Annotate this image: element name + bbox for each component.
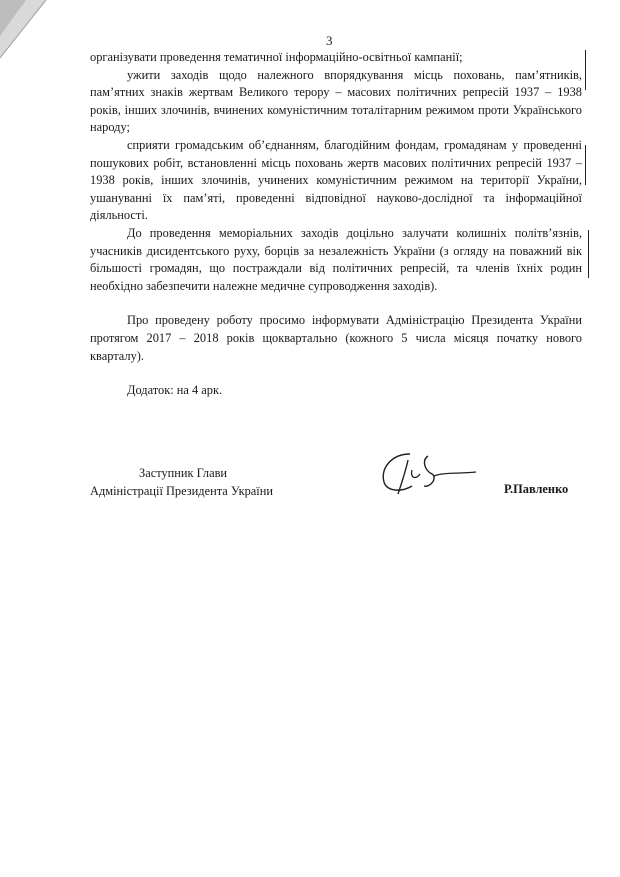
paragraph-memorials: ужити заходів щодо належного впорядкування місць поховань, пам’ятників, пам’ятних знаків жертвам Великого терору – масових політичних репресій 1937 – 1938 років, інших злочинів, вчинених комуністичним тоталітарним режимом проти Українського народу; [90, 67, 582, 135]
scan-edge-mark [588, 230, 589, 278]
signatory-name: Р.Павленко [504, 482, 569, 496]
handwritten-signature [372, 448, 482, 498]
paragraph-assist-organizations: сприяти громадським об’єднанням, благодійним фондам, громадянам у проведенні пошукових робіт, встановленні місць поховань жертв масових політичних репресій 1937 – 1938 років, інших злочинів, учинених комуністичним режимом на території України, ушануванні їх пам’яті, проведенні відповідної науково-дослідної та інформаційної діяльності. [90, 137, 582, 223]
page-number: 3 [326, 33, 333, 48]
attachment-note: Додаток: на 4 арк. [127, 383, 223, 398]
scan-edge-mark [585, 145, 586, 185]
scan-edge-mark [585, 50, 586, 90]
position-line-2: Адміністрації Президента України [90, 483, 274, 498]
paragraph-report-request: Про проведену роботу просимо інформувати Адміністрацію Президента України протягом 2017 – 2018 років щоквартально (кожного 5 числа місяця початку нового кварталу). [90, 313, 582, 363]
paragraph-involve-prisoners: До проведення меморіальних заходів доцільно залучати колишніх політв’язнів, учасників дисидентського руху, борців за незалежність України (з огляду на поважний вік більшості громадян, що постраждали від політичних репресій, та членів їхніх родин необхідно забезпечити належне медичне супроводження заходів). [90, 225, 582, 293]
letter-body [90, 49, 582, 400]
position-line-1: Заступник Глави [139, 466, 228, 480]
paragraph-campaign: організувати проведення тематичної інформаційно-освітньої кампанії; [90, 50, 463, 64]
signatory-position [90, 465, 273, 500]
scan-corner-fold [0, 0, 60, 70]
